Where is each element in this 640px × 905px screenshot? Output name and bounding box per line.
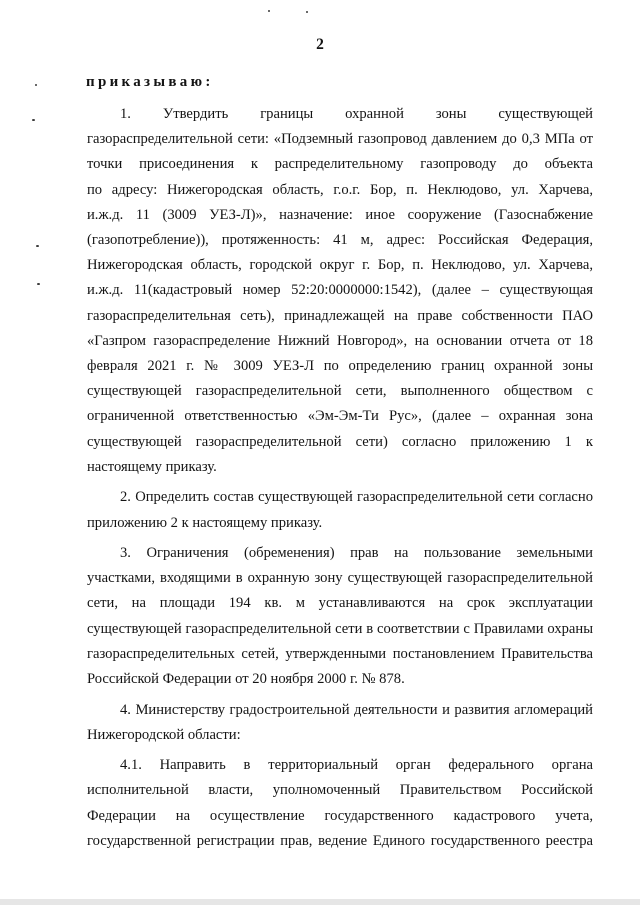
paragraph-line: Нижегородская область, городской округ г. Бор, п. Неклюдово, ул. Харчева, — [87, 257, 593, 274]
scan-speck — [32, 119, 35, 121]
paragraph-line: государственной регистрации прав, ведение Единого государственного реестра — [87, 832, 593, 849]
paragraph-line: исполнительной власти, уполномоченный Правительством Российской — [87, 782, 593, 799]
paragraph-line: Федерации на осуществление государственного кадастрового учета, — [87, 807, 593, 824]
page-number: 2 — [316, 36, 324, 53]
paragraph-line: приложению 2 к настоящему приказу. — [87, 514, 323, 531]
order-heading: приказываю: — [86, 74, 214, 90]
document-body — [87, 102, 593, 859]
paragraph-line: 3. Ограничения (обременения) прав на пользование земельными — [120, 545, 593, 562]
paragraph-line: 4.1. Направить в территориальный орган федерального органа — [120, 757, 593, 774]
scan-bottom-edge — [0, 899, 640, 905]
paragraph-2 — [87, 485, 593, 535]
paragraph-line: (газопотребление)), протяженность: 41 м, адрес: Российская Федерация, — [87, 232, 593, 249]
paragraph-line: существующей газораспределительной сети в соответствии с Правилами охраны — [87, 620, 593, 637]
paragraph-line: газораспределительной сети: «Подземный газопровод давлением до 0,3 МПа от — [87, 131, 593, 148]
paragraph-line: существующей газораспределительной сети, выполненного обществом с — [87, 383, 593, 400]
paragraph-line: 1. Утвердить границы охранной зоны существующей — [120, 106, 593, 122]
paragraph-line: ограниченной ответственностью «Эм-Эм-Ти Рус», (далее – охранная зона — [87, 408, 593, 425]
paragraph-line: существующей газораспределительной сети) согласно приложению 1 к — [87, 433, 593, 450]
scan-speck — [306, 11, 308, 13]
scan-speck — [37, 283, 40, 285]
paragraph-line: «Газпром газораспределение Нижний Новгород», на основании отчета от 18 — [87, 332, 593, 349]
paragraph-line: Нижегородской области: — [87, 726, 241, 743]
paragraph-line: и.ж.д. 11 (3009 УЕЗ-Л)», назначение: иное сооружение (Газоснабжение — [87, 206, 593, 223]
paragraph-line: настоящему приказу. — [87, 458, 217, 475]
scan-speck — [36, 245, 39, 247]
paragraph-4 — [87, 698, 593, 748]
paragraph-line: сети, на площади 194 кв. м устанавливаются на срок эксплуатации — [87, 595, 593, 612]
paragraph-3 — [87, 541, 593, 692]
paragraph-line: февраля 2021 г. № 3009 УЕЗ-Л по определению границ охранной зоны — [87, 358, 593, 375]
paragraph-line: Российской Федерации от 20 ноября 2000 г. № 878. — [87, 671, 405, 688]
paragraph-line: газораспределительная сеть), принадлежащей на праве собственности ПАО — [87, 307, 593, 324]
paragraph-line: и.ж.д. 11(кадастровый номер 52:20:0000000:1542), (далее – существующая — [87, 282, 593, 299]
paragraph-line: 4. Министерству градостроительной деятельности и развития агломераций — [120, 701, 593, 718]
paragraph-4-1 — [87, 753, 593, 854]
paragraph-line: газораспределительных сетей, утвержденными постановлением Правительства — [87, 645, 593, 662]
paragraph-line: 2. Определить состав существующей газораспределительной сети согласно — [120, 489, 593, 506]
paragraph-line: участками, входящими в охранную зону существующей газораспределительной — [87, 570, 593, 587]
paragraph-1 — [87, 102, 593, 480]
paragraph-line: по адресу: Нижегородская область, г.о.г. Бор, п. Неклюдово, ул. Харчева, — [87, 181, 593, 198]
scan-speck — [268, 10, 270, 12]
scan-speck — [35, 84, 37, 86]
paragraph-line: точки присоединения к распределительному газопроводу до объекта — [87, 156, 593, 173]
